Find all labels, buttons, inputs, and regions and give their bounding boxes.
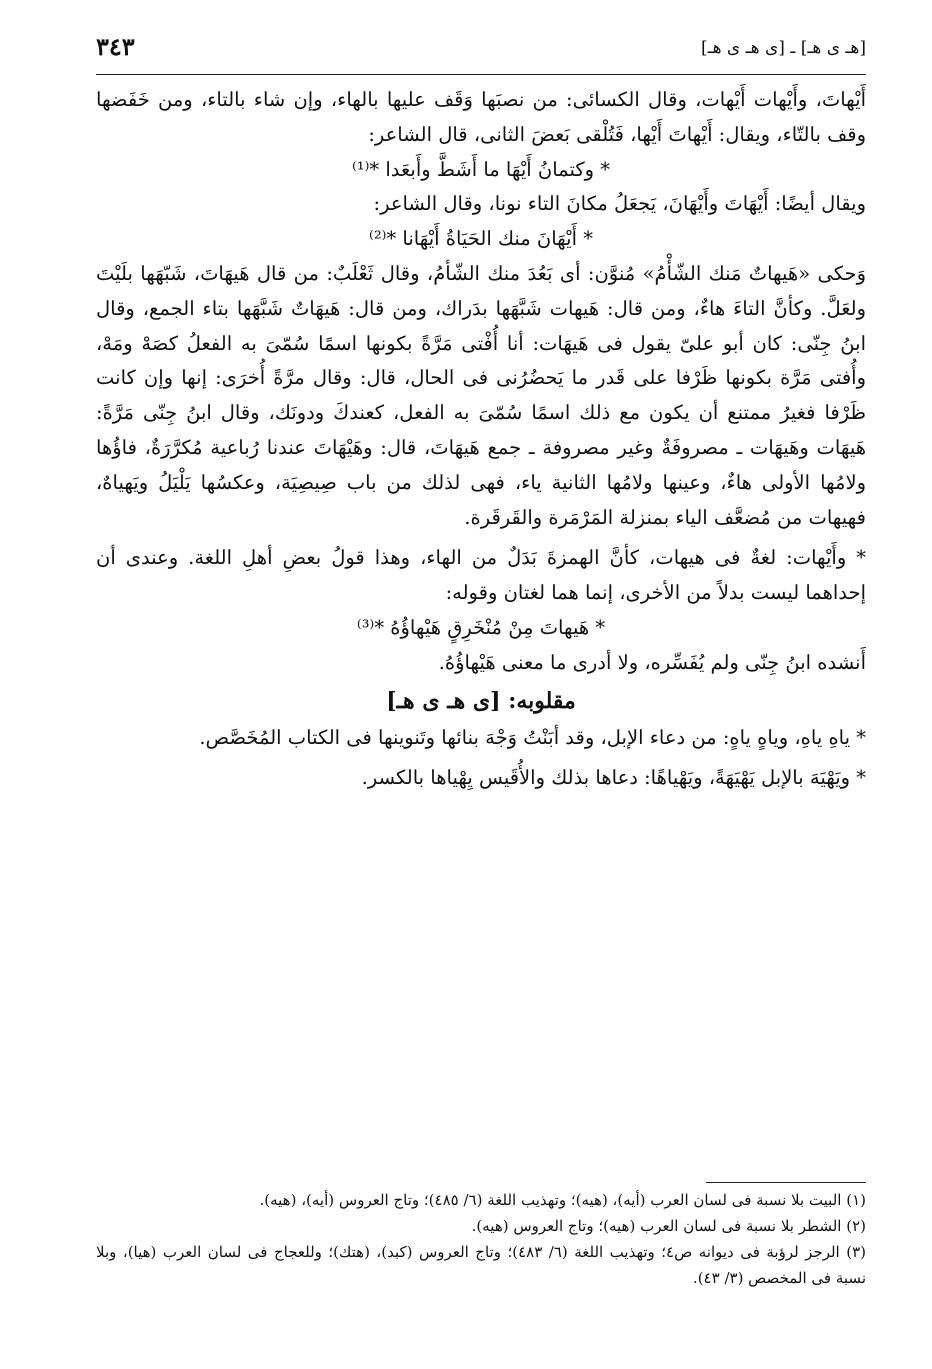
paragraph-3: وَحكى «هَيهاتٌ مَنك الشّأْمُ» مُنوَّن: أى بَعُدَ منك الشّأمُ، وقال ثَعْلَبٌ: من قال هَيهَاتَ، شَبّهَها بلَيْتَ ولعَلَّ. وكأنَّ التاءَ هاءٌ، ومن قال: هَيهات شَبَّهَها بدَراك، ومن قال: هَيهَاتٌ شَبَّهَها بتاء الجمع، وقال ابنُ جِنّى: كان أبو علىّ يقول فى هَيهَات: أنا أُفْتى مَرَّةً بكونها اسمًا سُمّىَ به الفعلُ كصَهْ ومَهْ، وأُفتى مَرَّة بكونها ظَرْفا على قَدر ما يَحضُرُنى فى الحال، قال: وقال مرَّةً أُخرَى: إنها وإن كانت ظَرْفا فغيرُ ممتنع أن يكون مع ذلك اسمًا سُمّىَ به الفعل، كعندكَ ودونَك، وقال ابنُ جِنّى مَرَّةً: هَيهَات وهَيهَات ـ مصروفَةٌ وغير مصروفة ـ جمع هَيهَاتَ، قال: وهَيْهَاتَ عندنا رُباعية مُكرَّرَةٌ، فاؤُها ولامُها الأولى هاءٌ، وعينها ولامُها الثانية ياء، فهى لذلك من باب صِيصِيَة، وعكسُها يَلْيَلُ ويَهياهٌ، فهيهات من مُضعَّف الياء بمنزلة المَرْمَرة والقَرقَرة. (96, 261, 866, 529)
page-number: ٣٤٣ (96, 32, 135, 61)
paragraph-2: ويقال أيضًا: أَيْهَاتَ وأَيْهَانَ، يَجعَلُ مكانَ التاء نونا، وقال الشاعر: (373, 192, 866, 216)
footnote-rule (706, 1182, 866, 1183)
page-header (96, 30, 866, 75)
paragraph-4: * وأَيْهات: لغةٌ فى هيهات، كأنَّ الهمزةَ بَدَلٌ من الهاء، وهذا قولُ بعضِ أهلِ اللغة. وعندى أن إحداهما ليست بدلاً من الأخرى، إنما هما لغتان وقوله: (96, 546, 866, 605)
footnotes (96, 1182, 866, 1291)
paragraph-7: * ويَهْيَهَ بالإبل يَهْيَهَةً، ويَهْياهًا: دعاها بذلك والأُقَيس يِهْياها بالكسر. (361, 766, 866, 790)
page (96, 30, 866, 1349)
footnote-3: (٣) الرجز لرؤبة فى ديوانه ص٤؛ وتهذيب اللغة (٦/ ٤٨٣)؛ وتاج العروس (كبد)، (هتك)؛ وللعجاج فى لسان العرب (هيا)، وبلا نسبة فى المخصص (٣/ ٤٣). (96, 1243, 866, 1287)
verse-2: * أَيْهَانَ منك الحَيَاةُ أَيْهَانا *⁽²⁾ (369, 227, 593, 251)
verse-3: * هَيهاتَ مِنْ مُنْخَرِقٍ هَيْهاؤُهُ *⁽³⁾ (356, 615, 606, 639)
paragraph-6: * ياهِ ياهِ، وياهٍ ياهٍ: من دعاء الإبل، وقد أبَنْتُ وَجْهَ بنائها وتَنوينها فى الكتاب المُخَصَّص. (199, 725, 866, 749)
paragraph-1: أَيْهاتَ، وأَيْهات أَيْهات، وقال الكسائى: من نصبَها وَقَف عليها بالهاء، وإن شاء بالتاء، ومن خَفَضها وقف بالتّاء، ويقال: أَيْهاتَ أَيْها، فَتُلْقى بَعضَ الثانى، قال الشاعر: (96, 88, 866, 146)
running-title: [هـ ى هـ] ـ [ى هـ ى هـ] (700, 38, 866, 58)
section-heading: مقلوبه: [ى هـ ى هـ] (386, 687, 576, 714)
main-text (96, 83, 866, 796)
verse-1: * وكتمانُ أَيْهَا ما أَشَطَّ وأَبعَدا *⁽¹⁾ (352, 157, 610, 181)
footnote-1: (١) البيت بلا نسبة فى لسان العرب (أيه)، (هيه)؛ وتهذيب اللغة (٦/ ٤٨٥)؛ وتاج العروس (أيه)، (هيه). (259, 1191, 866, 1209)
paragraph-5: أَنشده ابنُ جِنّى ولم يُفَسِّره، ولا أدرى ما معنى هَيْهاؤُهُ. (438, 650, 866, 674)
footnote-2: (٢) الشطر بلا نسبة فى لسان العرب (هيه)؛ وتاج العروس (هيه). (471, 1217, 866, 1235)
